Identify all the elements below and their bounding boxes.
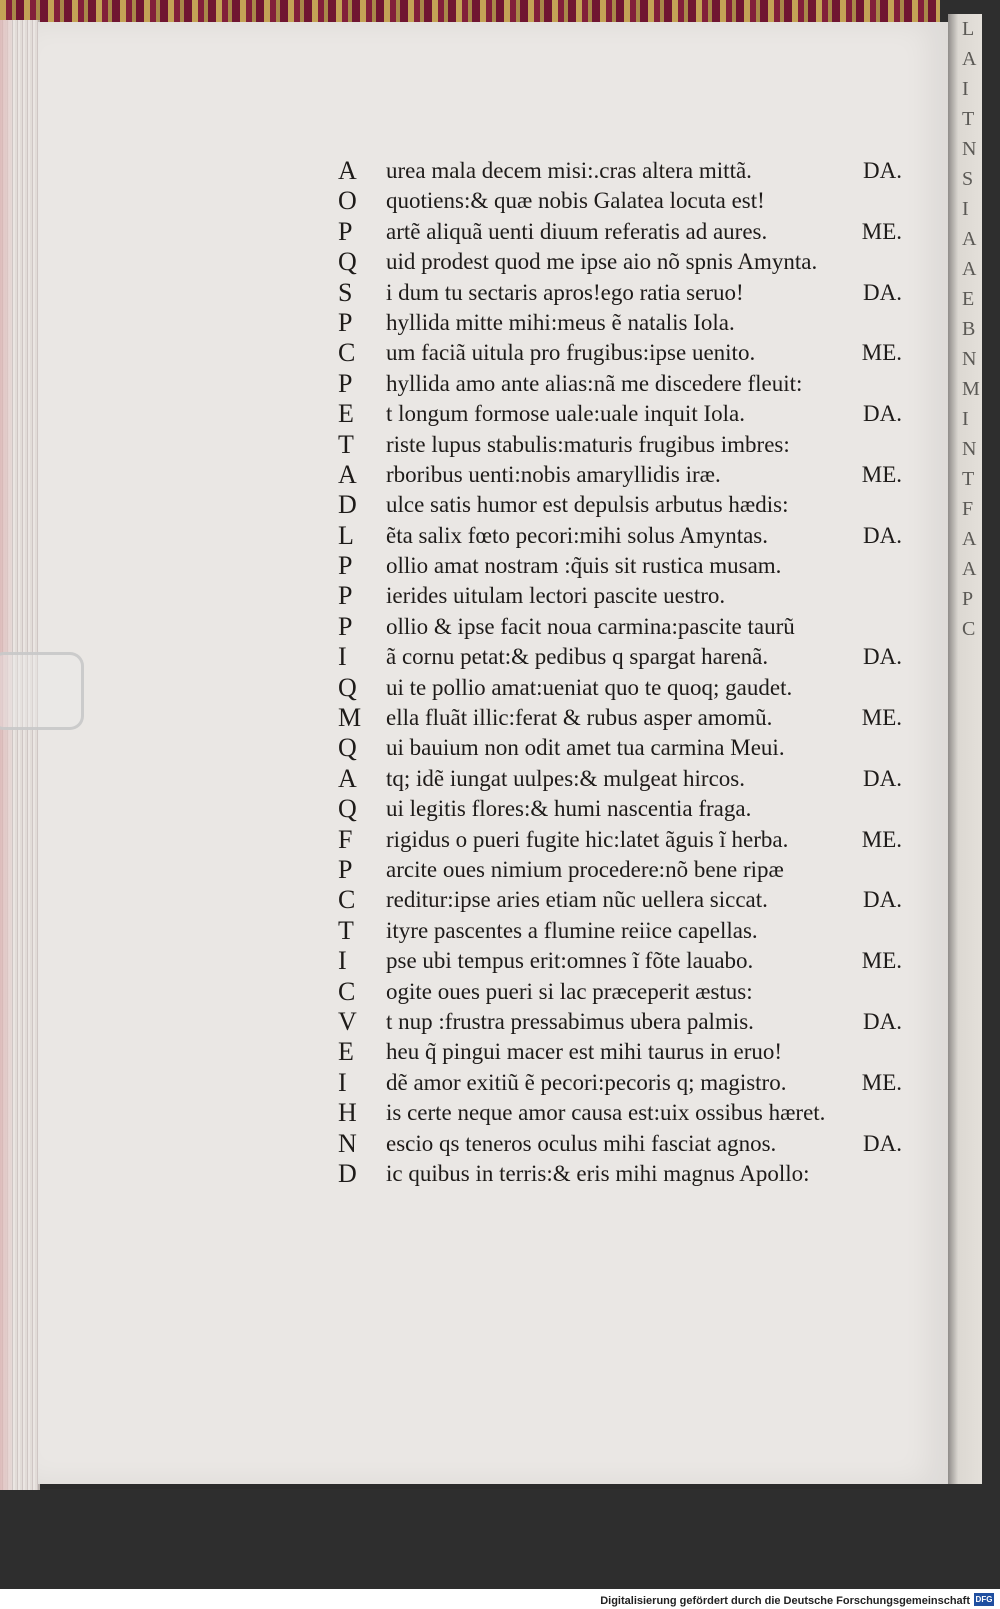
verse-initial: D (338, 1158, 357, 1188)
verse-line (338, 1129, 908, 1159)
speaker-label: DA. (863, 279, 902, 305)
verse-initial: P (338, 581, 353, 611)
facing-page-letter: T (962, 468, 975, 490)
verse-line (338, 369, 908, 399)
verse-line (338, 581, 908, 611)
verse-line (338, 551, 908, 581)
verse-line (338, 794, 908, 824)
verse-initial: C (338, 885, 356, 915)
verse-text: ulce satis humor est depulsis arbutus hædis: (386, 492, 789, 518)
verse-text: hyllida amo ante alias:nã me discedere fleuit: (386, 370, 803, 396)
verse-text: heu q̃ pingui macer est mihi taurus in eruo! (386, 1039, 783, 1065)
verse-text: dẽ amor exitiũ ẽ pecori:pecoris q; magistro. (386, 1069, 787, 1095)
verse-text: i dum tu sectaris apros!ego ratia seruo! (386, 279, 744, 305)
verse-line (338, 1159, 908, 1189)
verse-text: ogite oues pueri si lac præceperit æstus: (386, 978, 753, 1004)
verse-line (338, 703, 908, 733)
verse-initial: M (338, 703, 362, 733)
speaker-label: ME. (861, 340, 902, 366)
speaker-label: DA. (863, 1008, 902, 1034)
verse-line (338, 733, 908, 763)
verse-text: ic quibus in terris:& eris mihi magnus Apollo: (386, 1160, 810, 1186)
verse-initial: O (338, 186, 357, 216)
book-page (38, 22, 950, 1484)
facing-page-letter: A (962, 48, 977, 70)
verse-text: hyllida mitte mihi:meus ẽ natalis Iola. (386, 309, 735, 335)
verse-line (338, 338, 908, 368)
speaker-label: ME. (861, 1069, 902, 1095)
verse-line (338, 460, 908, 490)
facing-page-letter: P (962, 588, 974, 610)
verse-line (338, 308, 908, 338)
verse-initial: T (338, 429, 354, 459)
verse-initial: H (338, 1098, 357, 1128)
verse-initial: L (338, 520, 354, 550)
verse-text: is certe neque amor causa est:uix ossibus hæret. (386, 1100, 826, 1126)
speaker-label: DA. (863, 765, 902, 791)
speaker-label: DA. (863, 1130, 902, 1156)
speaker-label: DA. (863, 401, 902, 427)
verse-text: riste lupus stabulis:maturis frugibus imbres: (386, 431, 790, 457)
verse-text: um faciã uitula pro frugibus:ipse uenito. (386, 340, 756, 366)
page-edge-tint (0, 20, 12, 1490)
decorative-border (0, 0, 950, 22)
verse-initial: Q (338, 794, 357, 824)
verse-text: uid prodest quod me ipse aio nõ spnis Amynta. (386, 249, 818, 275)
verse-line (338, 156, 908, 186)
verse-initial: P (338, 611, 353, 641)
verse-initial: P (338, 551, 353, 581)
verse-initial: P (338, 854, 353, 884)
dfg-logo: DFG (975, 1595, 993, 1604)
verse-initial: N (338, 1128, 357, 1158)
verse-initial: Q (338, 247, 357, 277)
verse-initial: C (338, 338, 356, 368)
verse-initial: I (338, 1067, 347, 1097)
verse-text: ierides uitulam lectori pascite uestro. (386, 583, 726, 609)
verse-text: ã cornu petat:& pedibus q spargat harenã. (386, 644, 769, 670)
verse-initial: I (338, 642, 347, 672)
verse-text: rboribus uenti:nobis amaryllidis iræ. (386, 461, 721, 487)
facing-page-letter: I (962, 408, 969, 430)
facing-page (948, 14, 982, 1484)
facing-page-letter: B (962, 318, 976, 340)
verse-line (338, 1007, 908, 1037)
page-clip (0, 652, 84, 730)
facing-page-letter: A (962, 558, 977, 580)
verse-text: ella fluãt illic:ferat & rubus asper amomũ. (386, 705, 773, 731)
verse-text: escio qs teneros oculus mihi fasciat agnos. (386, 1130, 777, 1156)
speaker-label: ME. (861, 218, 902, 244)
verse-line (338, 855, 908, 885)
facing-page-letter: F (962, 498, 974, 520)
verse-line (338, 490, 908, 520)
verse-initial: A (338, 459, 357, 489)
verse-initial: A (338, 156, 357, 185)
verse-initial: P (338, 307, 353, 337)
verse-line (338, 642, 908, 672)
verse-text: arcite oues nimium procedere:nõ bene ripæ (386, 856, 784, 882)
facing-page-letter: N (962, 348, 977, 370)
verse-text: t nup :frustra pressabimus ubera palmis. (386, 1008, 754, 1034)
verse-text: artẽ aliquã uenti diuum referatis ad aures. (386, 218, 768, 244)
verse-block (338, 156, 908, 1189)
verse-initial: D (338, 490, 357, 520)
verse-line (338, 186, 908, 216)
facing-page-letter: L (962, 18, 975, 40)
facing-page-letter: A (962, 228, 977, 250)
verse-initial: F (338, 824, 353, 854)
facing-page-letter: N (962, 438, 977, 460)
verse-text: urea mala decem misi:.cras altera mittã. (386, 158, 752, 183)
facing-page-letter: E (962, 288, 975, 310)
verse-line (338, 977, 908, 1007)
verse-line (338, 916, 908, 946)
verse-text: rigidus o pueri fugite hic:latet ãguis ĩ herba. (386, 826, 789, 852)
speaker-label: ME. (861, 826, 902, 852)
verse-text: ollio & ipse facit noua carmina:pascite taurũ (386, 613, 795, 639)
verse-text: quotiens:& quæ nobis Galatea locuta est! (386, 188, 765, 214)
verse-line (338, 278, 908, 308)
verse-line (338, 946, 908, 976)
speaker-label: DA. (863, 887, 902, 913)
verse-text: tq; idẽ iungat uulpes:& mulgeat hircos. (386, 765, 745, 791)
verse-line (338, 1098, 908, 1128)
verse-text: ui bauium non odit amet tua carmina Meui. (386, 735, 785, 761)
facing-page-letter: M (962, 378, 980, 400)
speaker-label: ME. (861, 461, 902, 487)
verse-text: ui legitis flores:& humi nascentia fraga. (386, 796, 752, 822)
verse-initial: T (338, 915, 354, 945)
verse-initial: V (338, 1006, 357, 1036)
speaker-label: ME. (861, 705, 902, 731)
verse-line (338, 521, 908, 551)
verse-line (338, 1037, 908, 1067)
footer-credit: Digitalisierung gefördert durch die Deutsche Forschungsgemeinschaft (600, 1595, 970, 1607)
verse-initial: E (338, 1037, 354, 1067)
verse-line (338, 764, 908, 794)
facing-page-letter: T (962, 108, 975, 130)
verse-text: ityre pascentes a flumine reiice capellas. (386, 917, 758, 943)
facing-page-letter: N (962, 138, 977, 160)
facing-page-letter: I (962, 198, 969, 220)
facing-page-letter: C (962, 618, 976, 640)
verse-line (338, 885, 908, 915)
verse-line (338, 673, 908, 703)
verse-line (338, 430, 908, 460)
verse-initial: P (338, 216, 353, 246)
verse-text: reditur:ipse aries etiam nũc uellera siccat. (386, 887, 768, 913)
verse-text: pse ubi tempus erit:omnes ĩ fõte lauabo. (386, 948, 754, 974)
verse-line (338, 1068, 908, 1098)
verse-text: ẽta salix fœto pecori:mihi solus Amyntas. (386, 522, 769, 548)
verse-line (338, 825, 908, 855)
facing-page-letter: I (962, 78, 969, 100)
facing-page-letter: S (962, 168, 974, 190)
speaker-label: DA. (863, 522, 902, 548)
speaker-label: DA. (863, 158, 902, 183)
verse-initial: Q (338, 733, 357, 763)
verse-initial: E (338, 399, 354, 429)
verse-initial: A (338, 763, 357, 793)
verse-initial: S (338, 277, 353, 307)
speaker-label: DA. (863, 644, 902, 670)
verse-text: ollio amat nostram :q̃uis sit rustica musam. (386, 553, 782, 579)
verse-initial: I (338, 946, 347, 976)
facing-page-letter: A (962, 528, 977, 550)
verse-initial: P (338, 368, 353, 398)
verse-line (338, 247, 908, 277)
verse-line (338, 217, 908, 247)
verse-initial: Q (338, 672, 357, 702)
footer-bar (0, 1589, 1000, 1609)
verse-text: ui te pollio amat:ueniat quo te quoq; gaudet. (386, 674, 793, 700)
verse-line (338, 399, 908, 429)
verse-text: t longum formose uale:uale inquit Iola. (386, 401, 745, 427)
verse-line (338, 612, 908, 642)
speaker-label: ME. (861, 948, 902, 974)
verse-initial: C (338, 976, 356, 1006)
facing-page-letter: A (962, 258, 977, 280)
